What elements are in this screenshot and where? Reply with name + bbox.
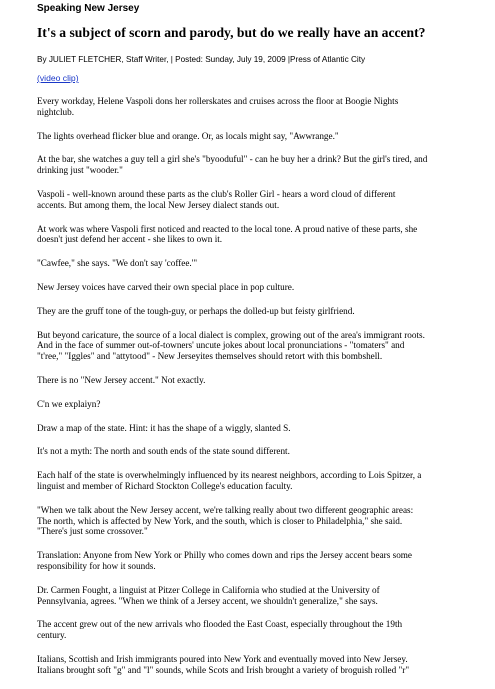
paragraph-line: And in the face of summer out-of-towners' uncute jokes about local pronunciations - "tomaters" and [37, 340, 405, 351]
paragraph-line: accents. But among them, the local New Jersey dialect stands out. [37, 199, 280, 210]
paragraph-line: There is no "New Jersey accent." Not exactly. [37, 374, 206, 385]
paragraph-line: The lights overhead flicker blue and orange. Or, as locals might say, "Awwrange." [37, 130, 339, 141]
paragraph-line: responsibility for how it sounds. [37, 560, 156, 571]
paragraph-line: "t'ree," "Iggles" and "attytood" - New Jerseyites themselves should retort with this bombshell. [37, 351, 383, 362]
paragraph-line: At work was where Vaspoli first noticed and reacted to the local tone. A proud native of these parts, she [37, 223, 418, 234]
article-paragraph [37, 585, 477, 607]
paragraph-line: drinking just "wooder." [37, 165, 123, 176]
article-paragraph [37, 330, 477, 362]
paragraph-line: Translation: Anyone from New York or Philly who comes down and rips the Jersey accent bears some [37, 550, 413, 561]
paragraph-line: Every workday, Helene Vaspoli dons her rollerskates and cruises across the floor at Boogie Nights [37, 96, 399, 106]
article-paragraph [37, 619, 477, 641]
paragraph-line: nightclub. [37, 106, 75, 117]
article-paragraph [37, 282, 477, 293]
article-paragraph [37, 189, 477, 211]
paragraph-line: The north, which is affected by New York, and the south, which is closer to Philadelphia," she said. [37, 515, 403, 526]
paragraph-line: century. [37, 630, 67, 641]
article-paragraph [37, 654, 477, 676]
paragraph-line: The accent grew out of the new arrivals who flooded the East Coast, especially throughout the 19th [37, 619, 403, 630]
paragraph-line: "Cawfee," she says. "We don't say 'coffee.'" [37, 258, 198, 269]
article-paragraph [37, 224, 477, 246]
paragraph-line: "There's just some crossover." [37, 526, 148, 537]
paragraph-line: Each half of the state is overwhelmingly influenced by its nearest neighbors, according to Lois Spitzer, a [37, 470, 422, 481]
article-paragraph [37, 423, 477, 434]
paragraph-line: linguist and member of Richard Stockton College's education faculty. [37, 480, 293, 491]
paragraph-line: Dr. Carmen Fought, a linguist at Pitzer College in California who studied at the University of [37, 584, 380, 595]
article-paragraph [37, 446, 477, 457]
paragraph-line: They are the gruff tone of the tough-guy, or perhaps the dolled-up but feisty girlfriend. [37, 305, 355, 316]
article-byline: By JULIET FLETCHER, Staff Writer, | Posted: Sunday, July 19, 2009 |Press of Atlantic City [37, 55, 366, 64]
paragraph-line: Italians, Scottish and Irish immigrants poured into New York and eventually moved into New Jersey. [37, 653, 408, 664]
paragraph-line: New Jersey voices have carved their own special place in pop culture. [37, 281, 295, 292]
paragraph-line: But beyond caricature, the source of a local dialect is complex, growing out of the area's immigrant roots. [37, 329, 425, 340]
article-paragraph [37, 258, 477, 269]
article-paragraph [37, 550, 477, 572]
article-paragraph [37, 375, 477, 386]
article-headline: It's a subject of scorn and parody, but do we really have an accent? [37, 25, 426, 40]
paragraph-line: doesn't just defend her accent - she likes to own it. [37, 234, 223, 245]
article-paragraph [37, 399, 477, 410]
paragraph-line: At the bar, she watches a guy tell a girl she's "byooduful" - can he buy her a drink? But the girl's tired, and [37, 154, 428, 165]
article-paragraph [37, 96, 477, 118]
paragraph-line: C'n we explaiyn? [37, 398, 101, 409]
paragraph-line: Pennsylvania, agrees. "When we think of a Jersey accent, we shouldn't generalize," she says. [37, 595, 378, 606]
article-paragraph [37, 470, 477, 492]
paragraph-line: "When we talk about the New Jersey accent, we're talking really about two different geographic areas: [37, 504, 414, 515]
article-paragraph [37, 306, 477, 317]
paragraph-line: Italians brought soft "g" and "l" sounds, while Scots and Irish brought a variety of broguish rolled "r" [37, 664, 410, 675]
paragraph-line: Vaspoli - well-known around these parts as the club's Roller Girl - hears a word cloud of different [37, 188, 396, 199]
article-paragraph [37, 505, 477, 537]
video-clip-link[interactable]: (video clip) [37, 73, 79, 83]
paragraph-line: Draw a map of the state. Hint: it has the shape of a wiggly, slanted S. [37, 422, 291, 433]
paragraph-line: It's not a myth: The north and south ends of the state sound different. [37, 446, 290, 457]
article-paragraph [37, 154, 477, 176]
article-paragraph [37, 131, 477, 142]
section-label: Speaking New Jersey [37, 3, 140, 14]
article-body [37, 96, 477, 689]
